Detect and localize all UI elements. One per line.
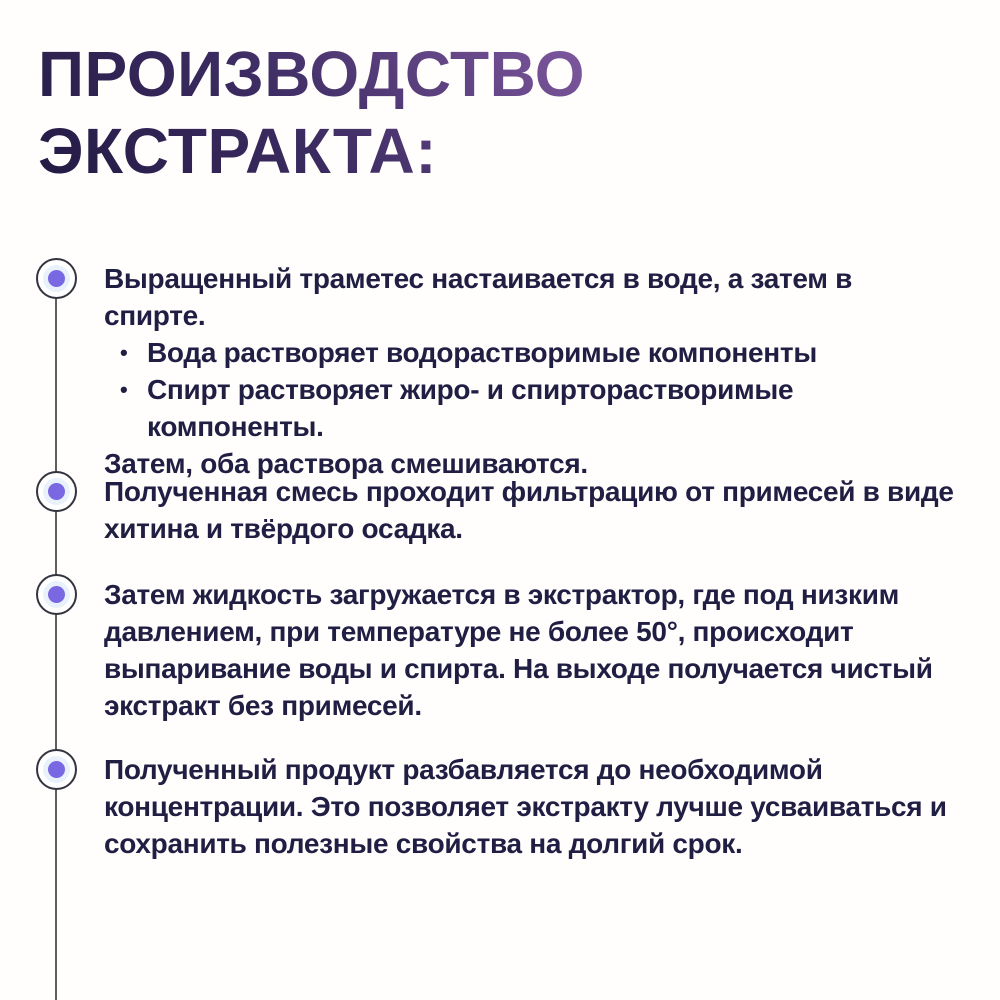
bullet-item [104,334,954,371]
page-title [38,36,585,190]
timeline-item-text: Затем жидкость загружается в экстрактор, где под низким давлением, при температуре не более 50°, происходит выпаривание воды и спирта. На выходе получается чистый экстракт без примесей. [104,579,933,721]
marker-dot [48,586,65,603]
title-line-1: ПРОИЗВОДСТВО [38,38,585,110]
marker-halo [43,581,70,608]
timeline-marker-icon [36,258,77,299]
timeline-line [55,280,57,1000]
marker-dot [48,270,65,287]
timeline-marker-icon [36,749,77,790]
marker-dot [48,761,65,778]
bullet-item [104,371,954,445]
timeline-marker-icon [36,471,77,512]
timeline-item-footer: Затем, оба раствора смешиваются. [104,448,588,479]
bullet-glyph-icon: • [120,377,128,402]
timeline-item [104,751,954,862]
timeline-marker-icon [36,574,77,615]
timeline-item-text: Полученная смесь проходит фильтрацию от примесей в виде хитина и твёрдого осадка. [104,476,954,544]
marker-halo [43,478,70,505]
bullet-glyph-icon: • [120,340,128,365]
timeline-item-text: Выращенный траметес настаивается в воде, а затем в спирте. [104,263,853,331]
marker-halo [43,756,70,783]
timeline-item-text: Полученный продукт разбавляется до необходимой концентрации. Это позволяет экстракту лучше усваиваться и сохранить полезные свойства на долгий срок. [104,754,947,859]
timeline-item [104,260,954,482]
timeline-item [104,576,954,724]
marker-halo [43,265,70,292]
title-line-2: ЭКСТРАКТА: [38,115,437,187]
marker-dot [48,483,65,500]
timeline-item [104,473,954,547]
bullet-text: Спирт растворяет жиро- и спирторастворимые компоненты. [147,374,794,442]
timeline-item-bullets [104,334,954,445]
bullet-text: Вода растворяет водорастворимые компоненты [147,337,817,368]
